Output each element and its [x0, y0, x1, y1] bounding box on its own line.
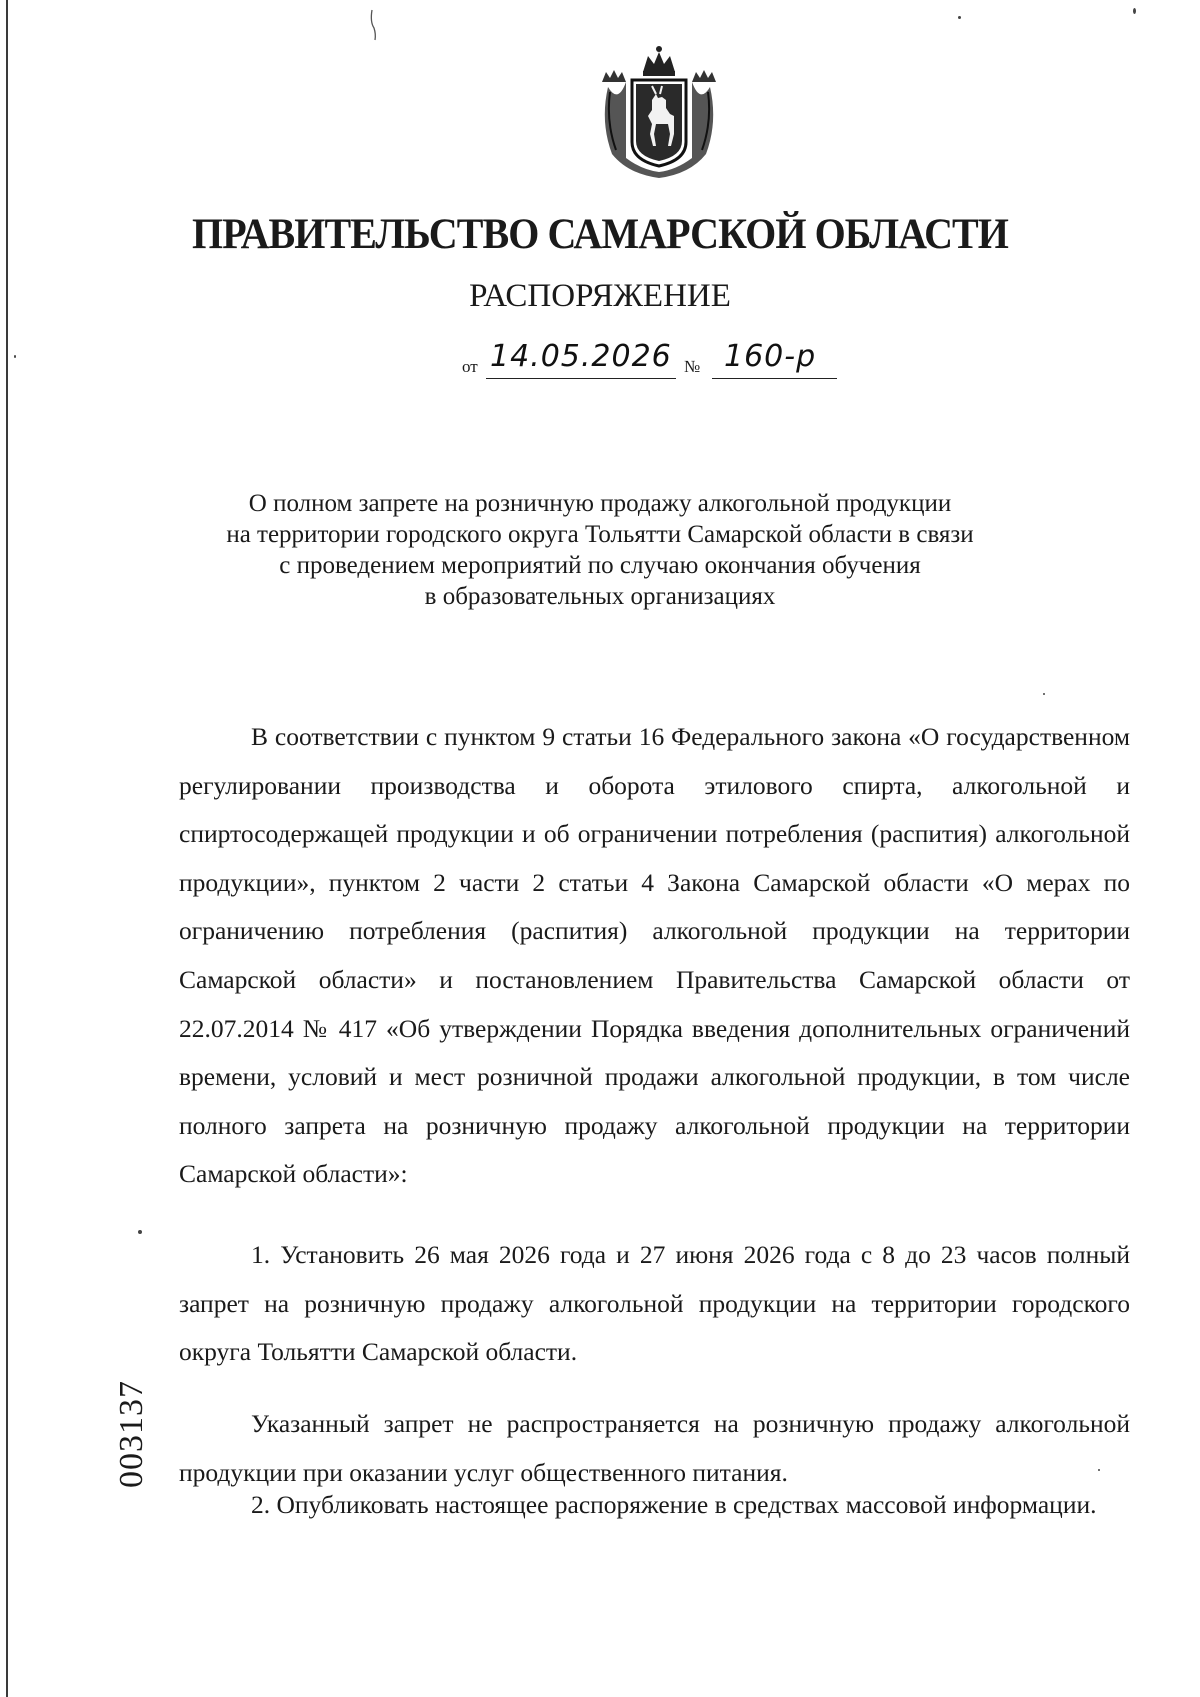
date-number-line	[462, 335, 862, 381]
heading-line: О полном запрете на розничную продажу алкогольной продукции	[248, 490, 952, 517]
margin-registration-number: 003137	[113, 1380, 150, 1488]
item-1-paragraph: 1. Установить 26 мая 2026 года и 27 июня 2026 года с 8 до 23 часов полный запрет на розничную продажу алкогольной продукции на территории городского округа Тольятти Самарской области.	[179, 1240, 1130, 1367]
government-title: ПРАВИТЕЛЬСТВО САМАРСКОЙ ОБЛАСТИ	[192, 211, 1008, 258]
document-heading	[150, 488, 1050, 612]
preamble-paragraph: В соответствии с пунктом 9 статьи 16 Федерального закона «О государственном регулировании производства и оборота этилового спирта, алкогольной и спиртосодержащей продукции и об ограничении потребления (распития) алкогольной продукции», пунктом 2 части 2 статьи 4 Закона Самарской области «О мерах по ограничению потребления (распития) алкогольной продукции на территории Самарской области» и постановлением Правительства Самарской области от 22.07.2014 № 417 «Об утверждении Порядка введения дополнительных ограничений времени, условий и мест розничной продажи алкогольной продукции, в том числе полного запрета на розничную продажу алкогольной продукции на территории Самарской области»:	[179, 722, 1130, 1189]
handwritten-date: 14.05.2026	[490, 339, 672, 374]
date-prefix: от	[462, 357, 478, 376]
scan-speck	[1043, 693, 1045, 695]
coat-of-arms-icon	[596, 42, 722, 182]
scan-speck	[958, 16, 961, 19]
heading-line: на территории городского округа Тольятти Самарской области в связи	[226, 521, 974, 548]
scan-edge-line	[6, 0, 8, 1697]
scan-stroke	[366, 8, 380, 42]
scan-speck	[138, 1230, 142, 1234]
number-sign: №	[684, 357, 701, 376]
document-type: РАСПОРЯЖЕНИЕ	[469, 278, 731, 314]
exception-paragraph: Указанный запрет не распространяется на розничную продажу алкогольной продукции при оказании услуг общественного питания.	[179, 1409, 1130, 1487]
date-underline	[486, 378, 676, 379]
number-underline	[712, 378, 837, 379]
item-2-paragraph: 2. Опубликовать настоящее распоряжение в средствах массовой информации.	[251, 1490, 1097, 1519]
scan-speck	[14, 355, 16, 358]
handwritten-number: 160-р	[724, 339, 817, 374]
heading-line: в образовательных организациях	[424, 583, 776, 610]
scan-speck	[1133, 8, 1136, 14]
heading-line: с проведением мероприятий по случаю окончания обучения	[279, 552, 921, 579]
